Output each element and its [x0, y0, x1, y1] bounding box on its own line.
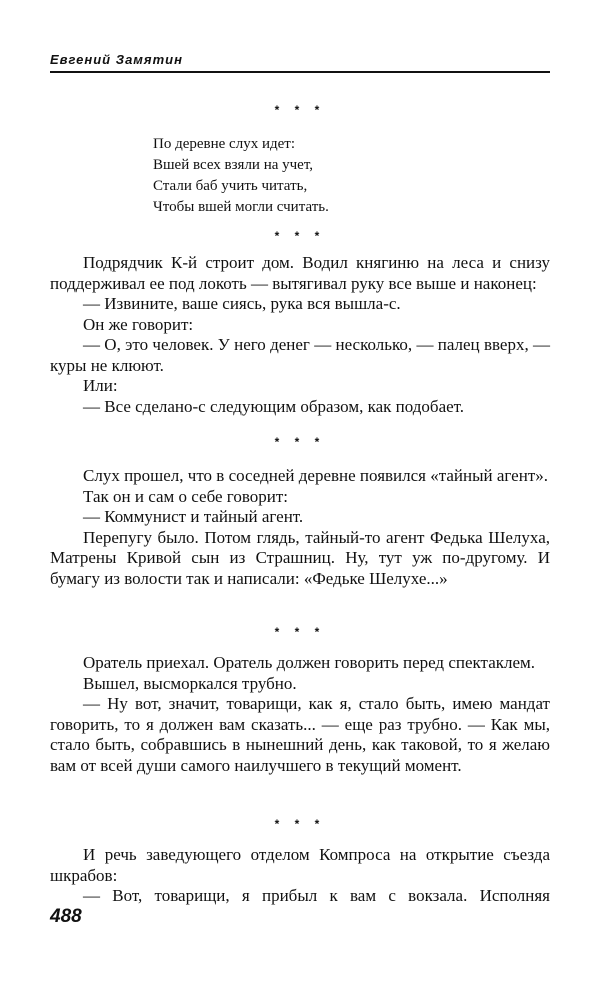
paragraph: Он же говорит: — [83, 314, 194, 334]
paragraph: Или: — [83, 376, 118, 395]
paragraph: — Ну вот, значит, товарищи, как я, стало быть, имею мандат говорить, то я должен вам сказать... — еще раз трубно. — Как мы, стало быть, собравшись в нынешний день, как таковой, то я желаю вам от всей души самого наилучшего в текущий момент. — [50, 694, 550, 775]
poem-line: Стали баб учить читать, — [153, 178, 308, 194]
poem-line: По деревне слух идет: — [153, 136, 295, 152]
header-rule — [50, 71, 550, 73]
poem — [153, 134, 453, 218]
paragraph: Слух прошел, что в соседней деревне появился «тайный агент». — [83, 466, 548, 485]
section-separator: * * * — [274, 817, 326, 831]
section-contractor — [50, 253, 550, 417]
running-head: Евгений Замятин — [50, 52, 183, 67]
paragraph: — Коммунист и тайный агент. — [83, 507, 304, 526]
paragraph: Подрядчик К-й строит дом. Водил княгиню на леса и снизу поддерживал ее под локоть — вытягивал руку все выше и наконец: — [50, 253, 550, 293]
section-separator: * * * — [274, 435, 326, 449]
section-separator: * * * — [274, 103, 326, 117]
paragraph: Оратель приехал. Оратель должен говорить перед спектаклем. — [83, 653, 536, 672]
page-number: 488 — [50, 906, 82, 927]
paragraph: Так он и сам о себе говорит: — [83, 486, 288, 506]
paragraph: — Вот, товарищи, я прибыл к вам с вокзала. Исполняя — [83, 886, 550, 905]
poem-line: Чтобы вшей могли считать. — [153, 199, 329, 215]
section-kompros-speech — [50, 845, 550, 907]
section-separator: * * * — [274, 229, 326, 243]
paragraph: — Извините, ваше сиясь, рука вся вышла-с. — [83, 294, 401, 313]
paragraph: Вышел, высморкался трубно. — [83, 673, 297, 693]
paragraph: Перепугу было. Потом глядь, тайный-то агент Федька Шелуха, Матрены Кривой сын из Страшниц. Ну, тут уж по-другому. И бумагу из волости так и написали: «Федьке Шелухе...» — [50, 527, 550, 588]
paragraph: — О, это человек. У него денег — несколько, — палец вверх, — куры не клюют. — [50, 335, 550, 375]
section-orator — [50, 653, 550, 776]
section-secret-agent — [50, 466, 550, 589]
poem-line: Вшей всех взяли на учет, — [153, 157, 314, 173]
section-separator: * * * — [274, 625, 326, 639]
paragraph: И речь заведующего отделом Компроса на открытие съезда шкрабов: — [50, 845, 550, 885]
paragraph: — Все сделано-с следующим образом, как подобает. — [83, 396, 465, 416]
